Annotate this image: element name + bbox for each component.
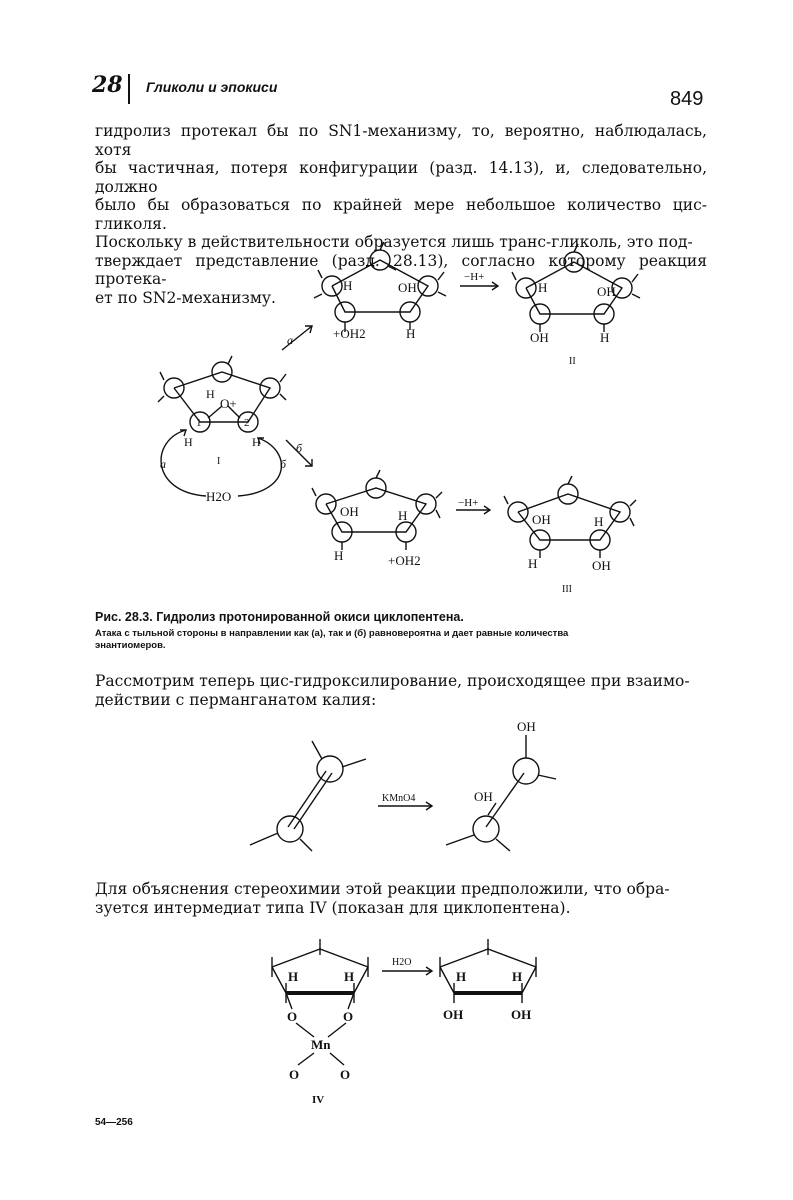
atom-label: Mn [311, 1037, 331, 1052]
structure-I [158, 356, 287, 504]
atom-label: H [334, 548, 344, 563]
structure-bottom-left [312, 470, 442, 568]
atom-label: OH [443, 1007, 464, 1022]
reagent-label-h2o: H2O [392, 957, 412, 968]
path-label-a: a [287, 333, 293, 347]
atom-label: O+ [220, 396, 237, 411]
atom-label: OH [530, 330, 549, 345]
atom-label: +OH2 [333, 326, 366, 341]
paragraph-line: ет по SN2-механизму. [95, 288, 276, 307]
atom-label: OH [597, 284, 616, 299]
atom-label: H [344, 969, 355, 984]
chapter-title: Гликоли и эпокиси [146, 79, 278, 95]
atom-number: 1 [196, 417, 202, 429]
atom-label: H [288, 969, 299, 984]
alkene-structure [250, 741, 366, 851]
scheme-iv [0, 935, 793, 1105]
kmno4-scheme [0, 715, 793, 855]
path-label-a: a [160, 457, 166, 471]
page-number: 849 [670, 88, 704, 110]
paragraph-2 [95, 672, 707, 709]
atom-label: OH [398, 280, 417, 295]
atom-label: O [287, 1009, 298, 1024]
figure-caption-note [95, 628, 707, 652]
atom-label: H [343, 278, 353, 293]
atom-label: H [252, 435, 261, 449]
atom-label: H [594, 514, 604, 529]
atom-label: H [206, 387, 215, 401]
diol-structure [446, 719, 556, 851]
compound-label-I: I [217, 456, 221, 467]
paragraph-line: Для объяснения стереохимии этой реакции предположили, что обра- [95, 880, 670, 898]
header-divider [128, 74, 130, 104]
paragraph-3 [95, 880, 707, 917]
atom-label: H [398, 508, 408, 523]
atom-label: O [343, 1009, 354, 1024]
atom-label: H [512, 969, 523, 984]
reagent-label-kmno4: KMnO4 [382, 793, 416, 804]
atom-label: H [406, 326, 416, 341]
structure-II [512, 244, 640, 367]
atom-label: OH [340, 504, 359, 519]
footer-signature: 54—256 [95, 1117, 133, 1128]
paragraph-line: было бы образоваться по крайней мере небольшое количество цис-гликоля. [95, 196, 707, 233]
compound-label-IV: IV [312, 1094, 325, 1105]
atom-label: OH [474, 789, 493, 804]
paragraph-line: Рассмотрим теперь цис-гидроксилирование, происходящее при взаимо- [95, 672, 690, 690]
atom-label: OH [592, 558, 611, 573]
figure-28-3 [0, 240, 793, 605]
paragraph-line: бы частичная, потеря конфигурации (разд. 14.13), и, следовательно, должно [95, 159, 707, 196]
structure-top-left [314, 242, 446, 341]
atom-label: H [600, 330, 610, 345]
water-label: H2O [206, 489, 232, 504]
atom-label: H [538, 280, 548, 295]
structure-IV [272, 939, 368, 1105]
figure-caption-title: Рис. 28.3. Гидролиз протонированной окиси циклопентена. [95, 610, 464, 624]
paragraph-line: зуется интермедиат типа IV (показан для циклопентена). [95, 898, 571, 917]
compound-label-II: II [569, 356, 576, 367]
atom-label: H [456, 969, 467, 984]
atom-label: OH [511, 1007, 532, 1022]
atom-label: O [340, 1067, 351, 1082]
atom-label: OH [532, 512, 551, 527]
paragraph-line: действии с перманганатом калия: [95, 690, 377, 709]
atom-number: 2 [244, 417, 250, 429]
chapter-number: 28 [92, 72, 123, 98]
atom-label: +OH2 [388, 553, 421, 568]
caption-line: Атака с тыльной стороны в направлении как (а), так и (б) равновероятна и дает равные количества [95, 628, 569, 639]
diol-product [440, 939, 536, 1022]
atom-label: OH [517, 719, 536, 734]
path-label-b: б [296, 441, 303, 455]
arrow-label-minus-h: −H+ [458, 497, 479, 509]
paragraph-line: гидролиз протекал бы по SN1-механизму, то, вероятно, наблюдалась, хотя [95, 122, 707, 159]
paragraph-line: Поскольку в действительности образуется лишь транс-гликоль, это под- [95, 233, 693, 251]
atom-label: H [184, 435, 193, 449]
paragraph-line: тверждает представление (разд. 28.13), согласно которому реакция протека- [95, 251, 707, 288]
arrow-label-minus-h: −H+ [464, 271, 485, 283]
atom-label: H [528, 556, 538, 571]
path-label-b: б [280, 457, 287, 471]
compound-label-III: III [562, 584, 572, 595]
caption-line: энантиомеров. [95, 640, 166, 651]
atom-label: O [289, 1067, 300, 1082]
structure-III [504, 476, 636, 595]
